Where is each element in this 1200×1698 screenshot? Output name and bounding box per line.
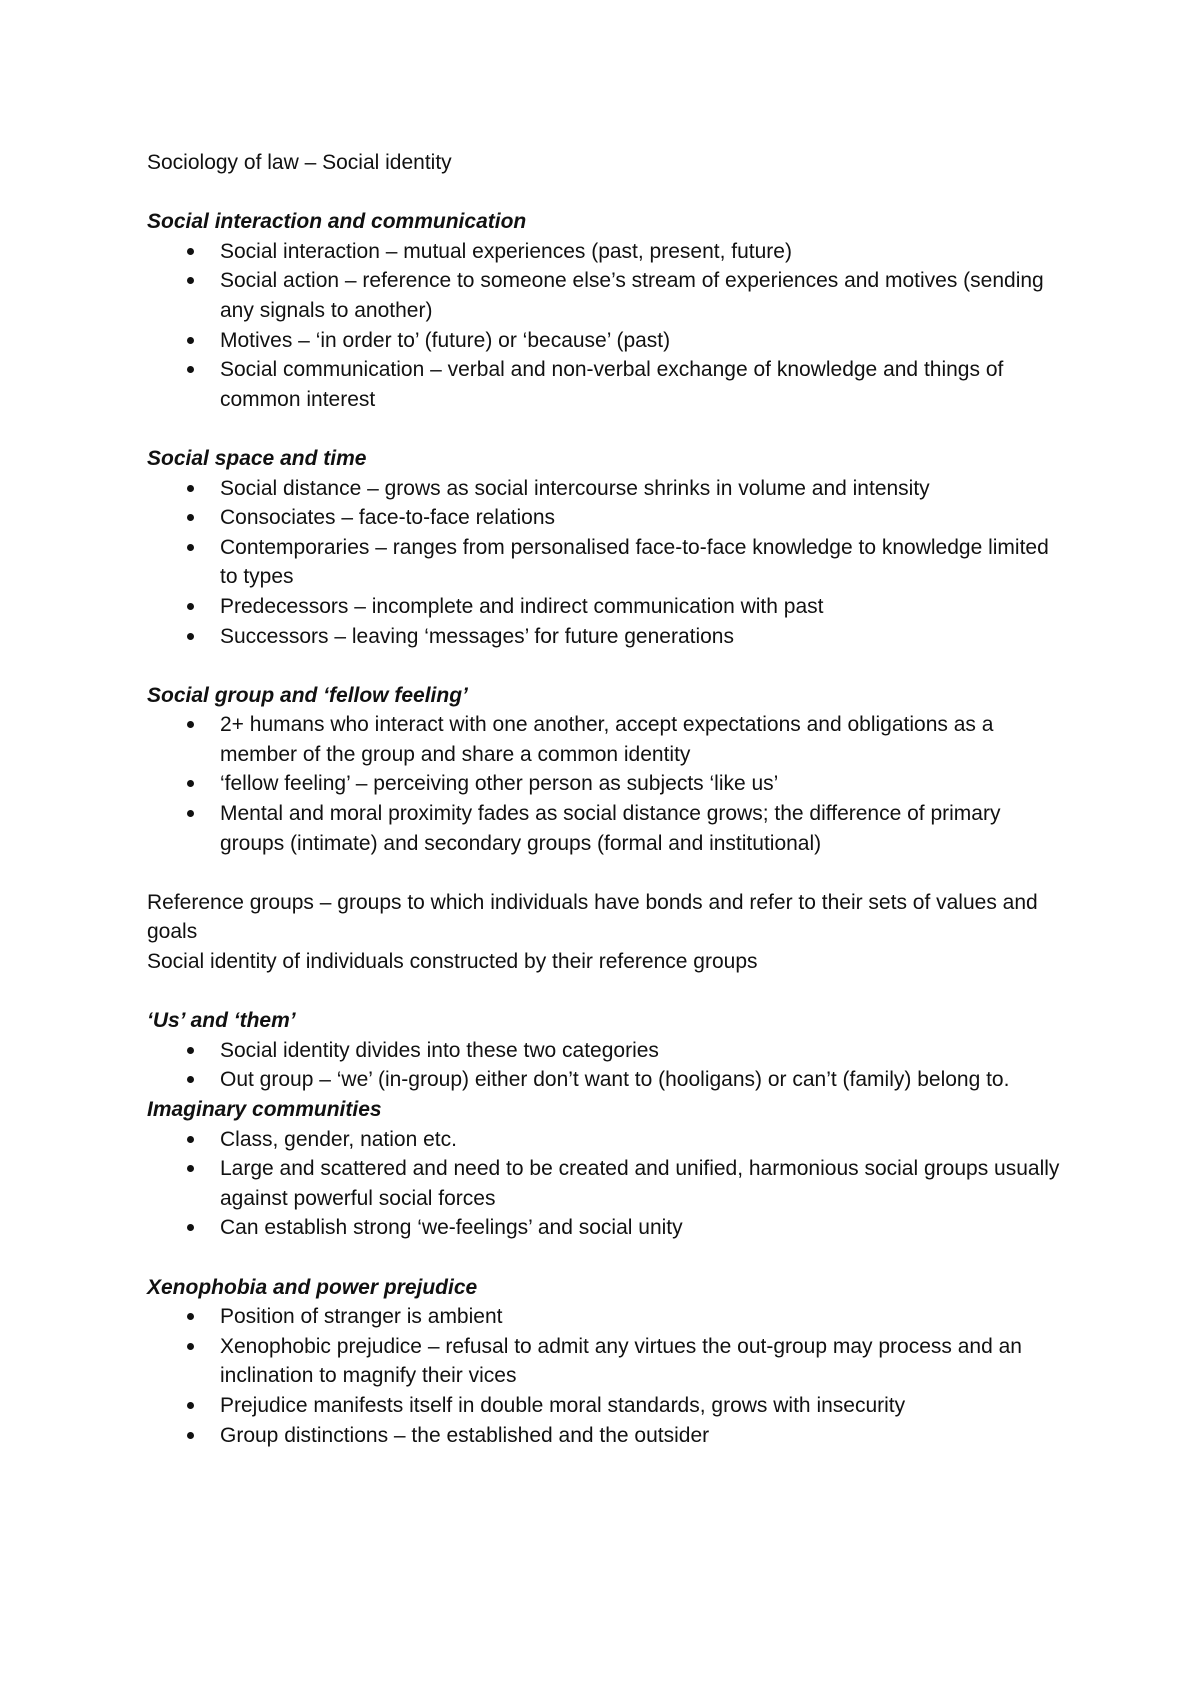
- bullet-icon: [187, 721, 194, 728]
- list-item: [147, 1302, 1067, 1332]
- list-item-text: Social interaction – mutual experiences (past, present, future): [220, 239, 792, 263]
- list-item-text: Contemporaries – ranges from personalised face-to-face knowledge to knowledge limited to types: [220, 535, 1049, 589]
- list-item: [147, 799, 1067, 858]
- list-item: [147, 710, 1067, 769]
- list-item-text: Large and scattered and need to be created and unified, harmonious social groups usually against powerful social forces: [220, 1157, 1060, 1210]
- social-identity-paragraph: Social identity of individuals constructed by their reference groups: [147, 950, 758, 974]
- list-item-text: ‘fellow feeling’ – perceiving other person as subjects ‘like us’: [220, 772, 779, 796]
- bullet-icon: [187, 1313, 194, 1320]
- blank-line: [147, 977, 1067, 1007]
- bullet-icon: [187, 1402, 194, 1409]
- list-item: [147, 503, 1067, 533]
- list-item-text: Prejudice manifests itself in double moral standards, grows with insecurity: [220, 1393, 906, 1417]
- list-item: [147, 622, 1067, 652]
- bullet-list: [147, 1125, 1067, 1243]
- bullet-icon: [187, 1165, 194, 1172]
- list-item: [147, 1332, 1067, 1391]
- bullet-list: [147, 1302, 1067, 1450]
- bullet-list: [147, 474, 1067, 652]
- bullet-icon: [187, 1224, 194, 1231]
- bullet-icon: [187, 485, 194, 492]
- list-item-text: Predecessors – incomplete and indirect communication with past: [220, 594, 824, 618]
- list-item-text: Social identity divides into these two categories: [220, 1038, 659, 1062]
- section-heading: Social interaction and communication: [147, 210, 527, 234]
- blank-line: [147, 651, 1067, 681]
- list-item-text: Out group – ‘we’ (in-group) either don’t want to (hooligans) or can’t (family) belong to.: [220, 1068, 1010, 1092]
- bullet-icon: [187, 277, 194, 284]
- blank-line: [147, 858, 1067, 888]
- list-item: [147, 237, 1067, 267]
- bullet-icon: [187, 337, 194, 344]
- bullet-icon: [187, 544, 194, 551]
- list-item-text: 2+ humans who interact with one another, accept expectations and obligations as a member of the group and share a common identity: [220, 713, 994, 766]
- bullet-icon: [187, 514, 194, 521]
- bullet-icon: [187, 248, 194, 255]
- reference-groups-paragraph: Reference groups – groups to which individuals have bonds and refer to their sets of values and goals: [147, 890, 1038, 944]
- list-item: [147, 592, 1067, 622]
- list-item: [147, 355, 1067, 414]
- list-item-text: Xenophobic prejudice – refusal to admit any virtues the out-group may process and an inclination to magnify their vices: [220, 1334, 1022, 1388]
- list-item: [147, 326, 1067, 356]
- list-item-text: Class, gender, nation etc.: [220, 1127, 457, 1151]
- list-item: [147, 266, 1067, 325]
- section-heading: Social group and ‘fellow feeling’: [147, 683, 468, 707]
- bullet-icon: [187, 603, 194, 610]
- document-title: Sociology of law – Social identity: [147, 151, 452, 174]
- section-heading: Imaginary communities: [147, 1098, 382, 1121]
- list-item-text: Successors – leaving ‘messages’ for future generations: [220, 624, 734, 648]
- section-heading: ‘Us’ and ‘them’: [147, 1009, 296, 1033]
- bullet-icon: [187, 1047, 194, 1054]
- list-item-text: Consociates – face-to-face relations: [220, 506, 556, 530]
- list-item: [147, 769, 1067, 799]
- bullet-icon: [187, 366, 194, 373]
- bullet-icon: [187, 633, 194, 640]
- bullet-list: [147, 1036, 1067, 1095]
- list-item: [147, 1421, 1067, 1451]
- list-item-text: Social distance – grows as social intercourse shrinks in volume and intensity: [220, 476, 930, 500]
- bullet-list: [147, 710, 1067, 858]
- list-item-text: Social action – reference to someone else’s stream of experiences and motives (sending any signals to another): [220, 269, 1044, 322]
- section-heading: Xenophobia and power prejudice: [147, 1275, 478, 1299]
- list-item: [147, 1036, 1067, 1066]
- bullet-icon: [187, 810, 194, 817]
- bullet-icon: [187, 780, 194, 787]
- list-item: [147, 1125, 1067, 1155]
- list-item: [147, 533, 1067, 592]
- blank-line: [147, 1243, 1067, 1273]
- bullet-list: [147, 237, 1067, 415]
- bullet-icon: [187, 1432, 194, 1439]
- list-item: [147, 1391, 1067, 1421]
- list-item-text: Group distinctions – the established and the outsider: [220, 1423, 710, 1447]
- list-item-text: Motives – ‘in order to’ (future) or ‘because’ (past): [220, 328, 671, 352]
- blank-line: [147, 414, 1067, 444]
- list-item-text: Can establish strong ‘we-feelings’ and social unity: [220, 1216, 683, 1240]
- bullet-icon: [187, 1343, 194, 1350]
- list-item: [147, 1065, 1067, 1095]
- list-item: [147, 1213, 1067, 1243]
- list-item-text: Position of stranger is ambient: [220, 1305, 503, 1329]
- list-item-text: Social communication – verbal and non-verbal exchange of knowledge and things of common interest: [220, 358, 1004, 411]
- bullet-icon: [187, 1136, 194, 1143]
- bullet-icon: [187, 1076, 194, 1083]
- list-item: [147, 1154, 1067, 1213]
- section-heading: Social space and time: [147, 446, 367, 470]
- list-item-text: Mental and moral proximity fades as social distance grows; the difference of primary groups (intimate) and secondary groups (formal and institutional): [220, 802, 1001, 855]
- list-item: [147, 474, 1067, 504]
- document-page: [147, 148, 1067, 1450]
